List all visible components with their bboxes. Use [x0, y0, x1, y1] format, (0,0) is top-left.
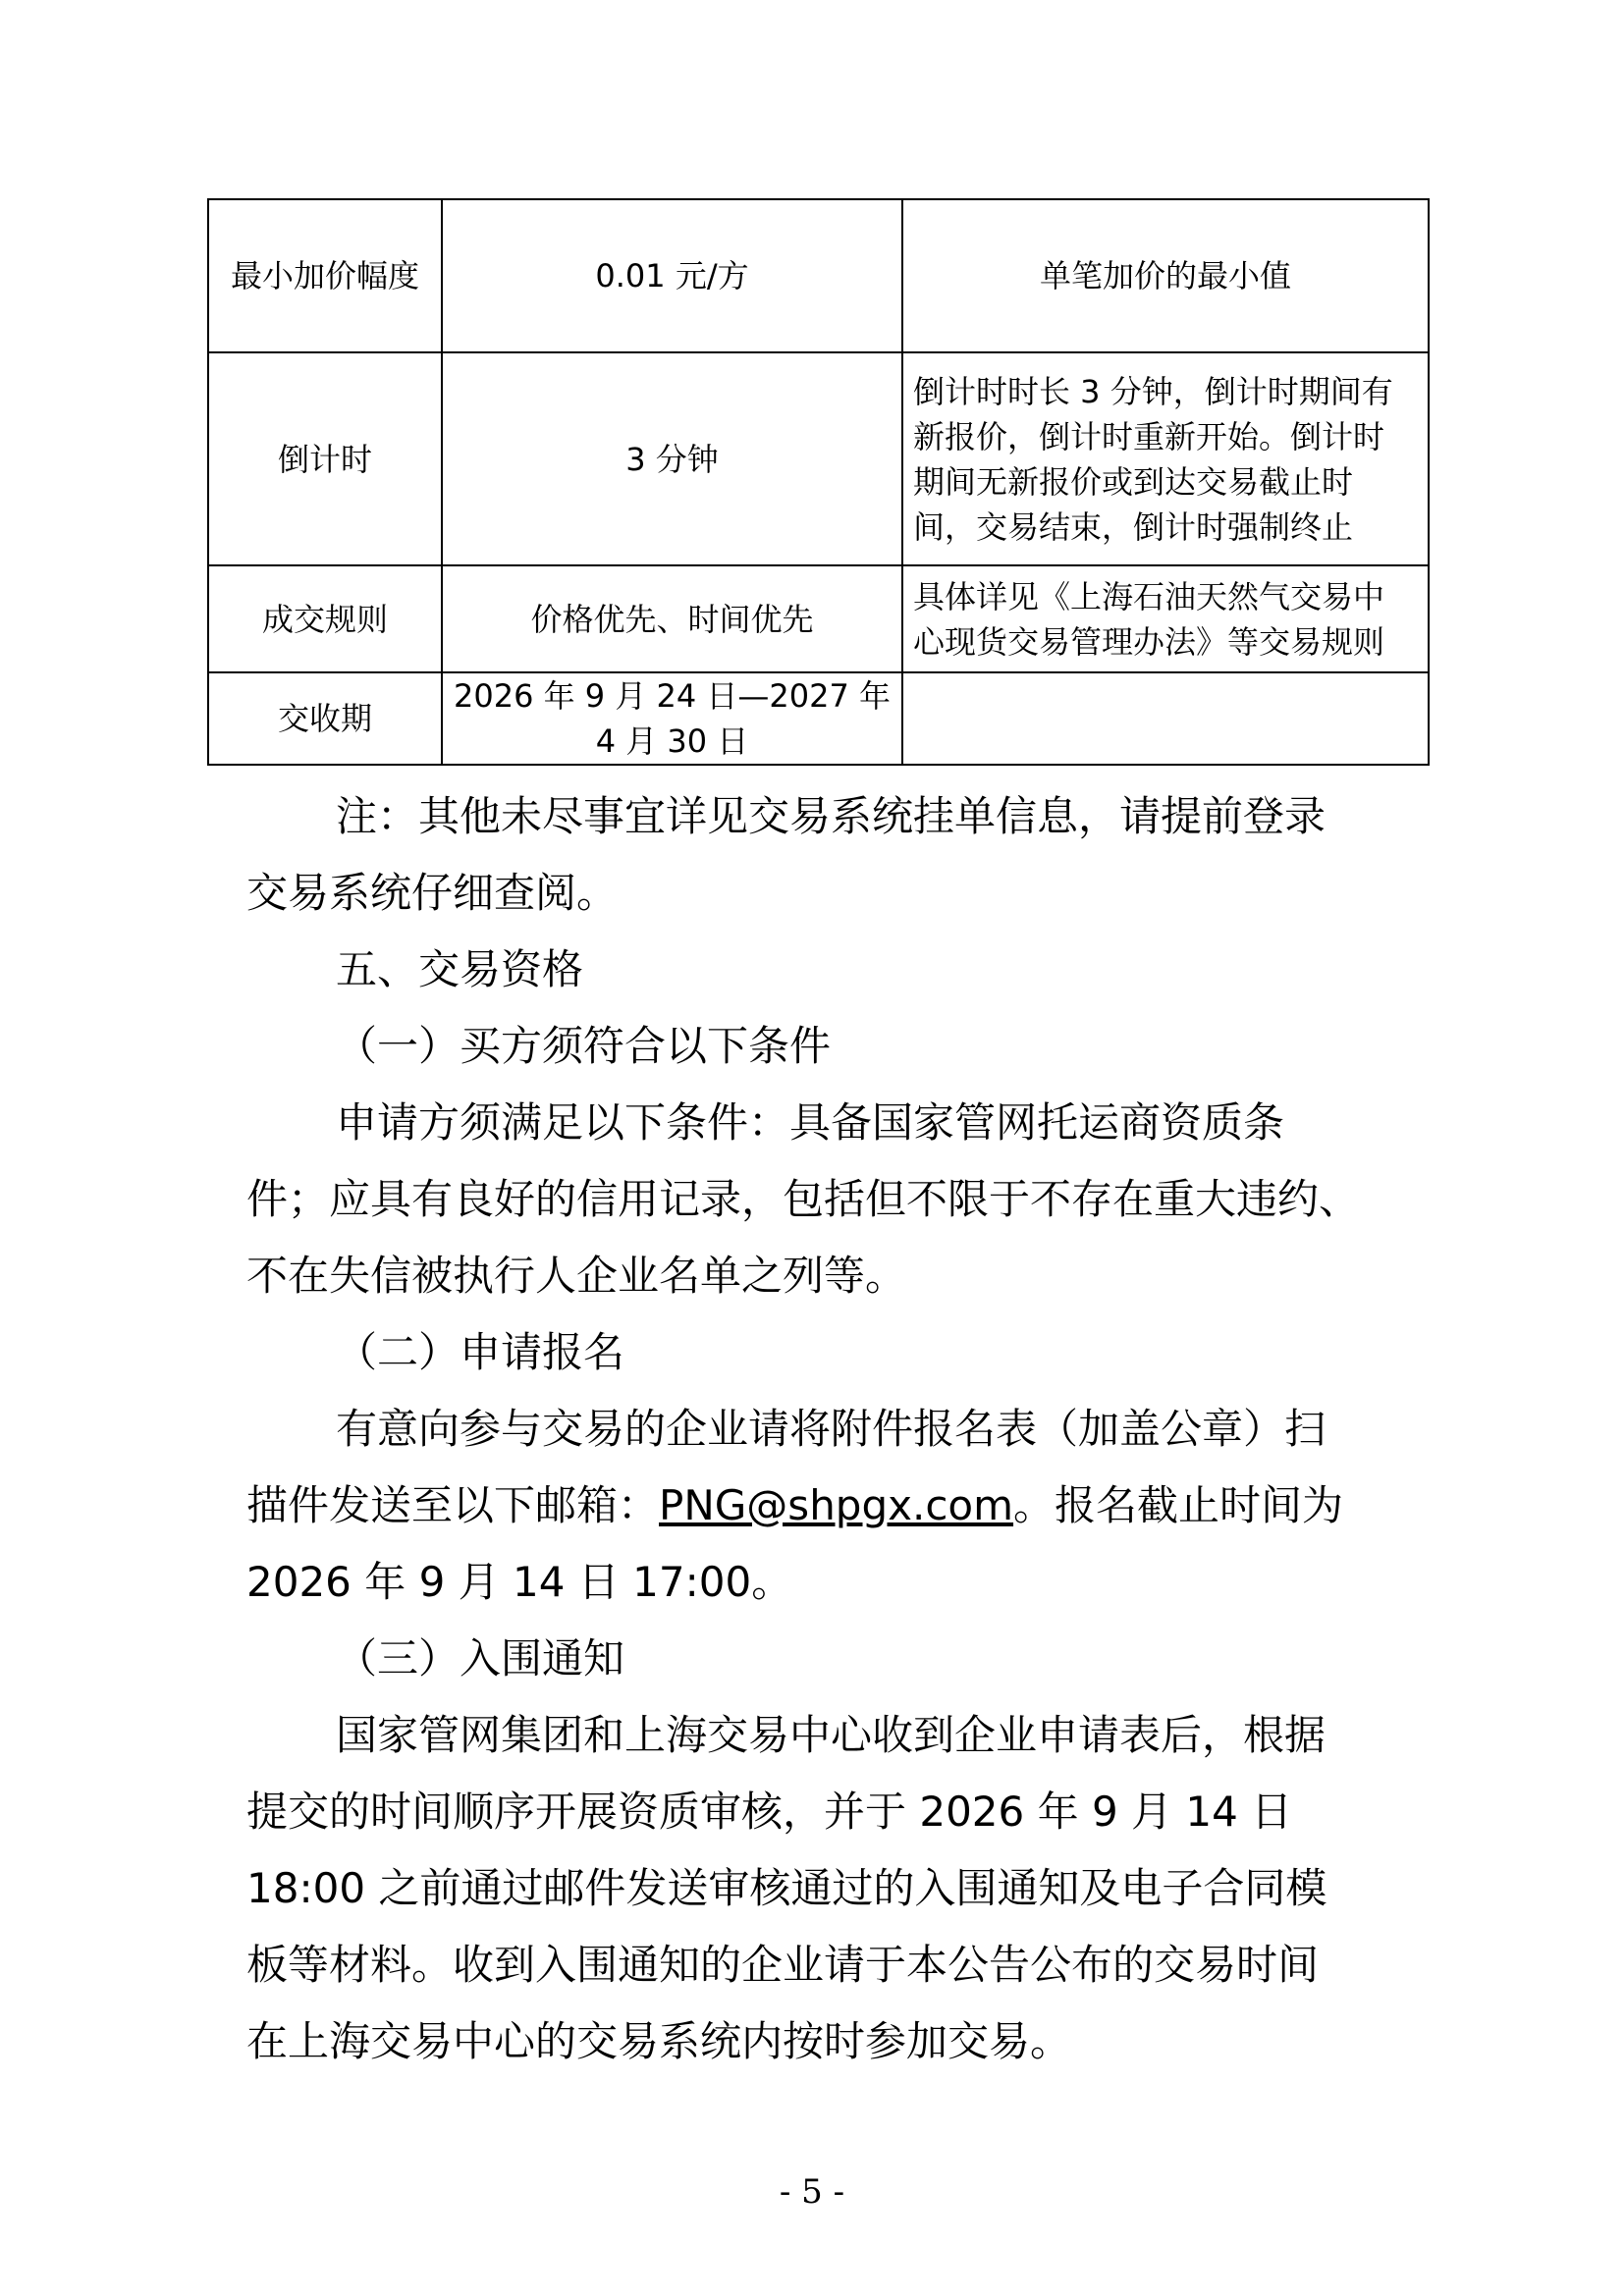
table-row	[208, 352, 1429, 565]
param-label: 成交规则	[208, 565, 442, 672]
sub3-title: （三）入围通知	[336, 1634, 625, 1682]
param-value: 3 分钟	[442, 352, 902, 565]
email-link[interactable]: PNG@shpgx.com	[659, 1481, 1014, 1529]
table-row	[208, 672, 1429, 765]
sub2-paragraph: 有意向参与交易的企业请将附件报名表（加盖公章）扫 描件发送至以下邮箱：PNG@shpgx.com。报名截止时间为 2026 年 9 月 14 日 17:00。	[246, 1405, 1344, 1606]
table-row	[208, 199, 1429, 352]
param-label: 最小加价幅度	[208, 199, 442, 352]
sub3-paragraph: 国家管网集团和上海交易中心收到企业申请表后，根据 提交的时间顺序开展资质审核，并于 2026 年 9 月 14 日 18:00 之前通过邮件发送审核通过的入围通知及电子合同模 板等材料。收到入围通知的企业请于本公告公布的交易时间 在上海交易中心的交易系统内按时参加交易。	[246, 1711, 1327, 2065]
sub1-title: （一）买方须符合以下条件	[336, 1022, 832, 1070]
note-paragraph: 注：其他未尽事宜详见交易系统挂单信息，请提前登录 交易系统仔细查阅。	[246, 792, 1326, 917]
trading-parameters-table	[207, 198, 1430, 766]
page-number: - 5 -	[779, 2172, 845, 2212]
param-desc	[902, 672, 1429, 765]
param-value: 0.01 元/方	[442, 199, 902, 352]
param-value: 价格优先、时间优先	[442, 565, 902, 672]
sub1-paragraph: 申请方须满足以下条件：具备国家管网托运商资质条 件；应具有良好的信用记录，包括但不限于不存在重大违约、 不在失信被执行人企业名单之列等。	[246, 1098, 1361, 1300]
sub2-title: （二）申请报名	[336, 1328, 625, 1376]
param-desc: 单笔加价的最小值	[902, 199, 1429, 352]
param-desc: 具体详见《上海石油天然气交易中 心现货交易管理办法》等交易规则	[902, 565, 1429, 672]
section5-title: 五、交易资格	[336, 945, 584, 993]
param-desc: 倒计时时长 3 分钟，倒计时期间有 新报价，倒计时重新开始。倒计时 期间无新报价或到达交易截止时 间，交易结束，倒计时强制终止	[902, 352, 1429, 565]
param-label: 交收期	[208, 672, 442, 765]
table-row	[208, 565, 1429, 672]
param-label: 倒计时	[208, 352, 442, 565]
param-value: 2026 年 9 月 24 日—2027 年 4 月 30 日	[442, 672, 902, 765]
